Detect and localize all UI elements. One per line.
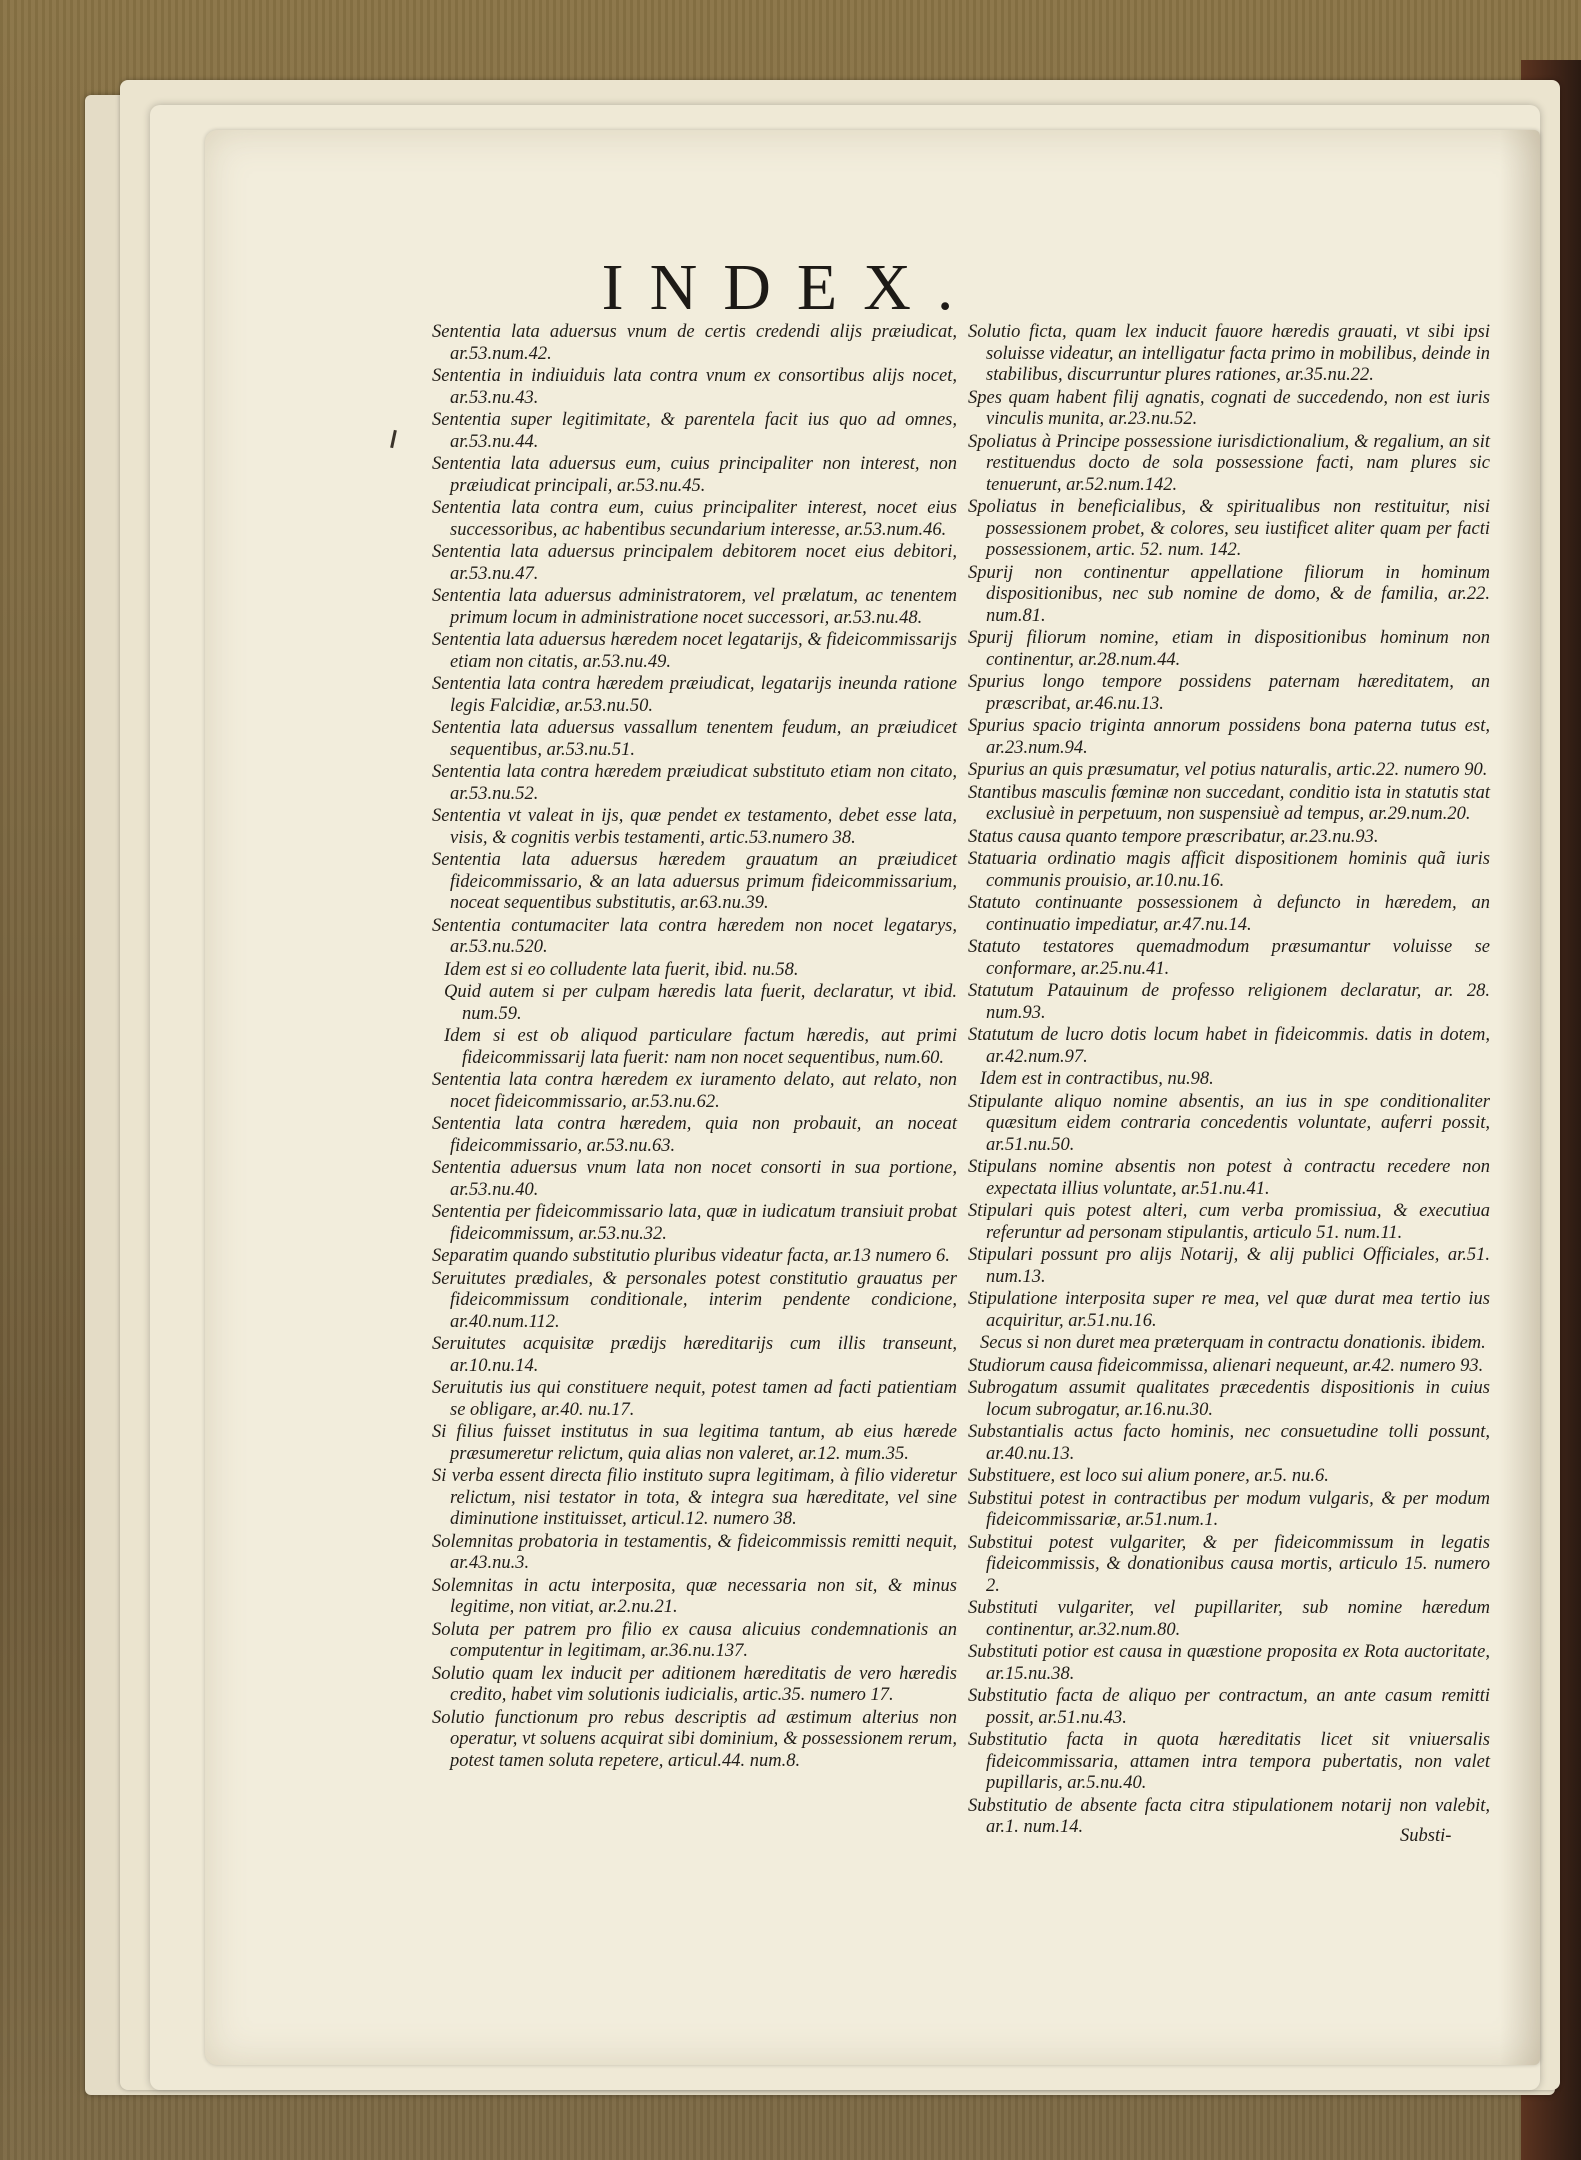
index-entry: Spurius longo tempore possidens paternam hæreditatem, an præscribat, ar.46.nu.13. bbox=[968, 672, 1490, 714]
index-entry: Substantialis actus facto hominis, nec consuetudine tolli possunt, ar.40.nu.13. bbox=[968, 1422, 1490, 1464]
index-entry: Statuaria ordinatio magis afficit dispositionem hominis quã iuris communis prouisio, ar.10.nu.16. bbox=[968, 849, 1490, 891]
index-entry: Secus si non duret mea præterquam in contractu donationis. ibidem. bbox=[980, 1333, 1486, 1353]
index-entry: Spoliatus in beneficialibus, & spiritualibus non restituitur, nisi possessionem probet, & colores, seu iustificet aliter quam per facti possessionem, artic. 52. num. 142. bbox=[968, 497, 1490, 560]
page-edge-shadow bbox=[1500, 130, 1540, 2065]
index-entry: Sententia lata aduersus vassallum tenentem feudum, an præiudicet sequentibus, ar.53.nu.51. bbox=[432, 718, 957, 760]
index-entry: Substituti vulgariter, vel pupillariter, sub nomine hæredum continentur, ar.32.num.80. bbox=[968, 1598, 1490, 1640]
index-column-left bbox=[432, 322, 957, 1773]
index-entry: Quid autem si per culpam hæredis lata fuerit, declaratur, vt ibid. num.59. bbox=[444, 982, 957, 1024]
index-entry: Sententia lata aduersus administratorem, vel prælatum, ac tenentem primum locum in administratione nocet successori, ar.53.nu.48. bbox=[432, 586, 957, 628]
index-entry: Spurij non continentur appellatione filiorum in hominum dispositionibus, nec sub nomine de domo, & de familia, ar.22. num.81. bbox=[968, 562, 1490, 626]
index-entry: Spoliatus à Principe possessione iurisdictionalium, & regalium, an sit restituendus docto de sola possessione facti, nam plures sic tenuerunt, ar.52.num.142. bbox=[968, 431, 1490, 495]
index-entry: Sententia aduersus vnum lata non nocet consorti in sua portione, ar.53.nu.40. bbox=[432, 1158, 957, 1200]
page-title: INDEX. bbox=[601, 251, 980, 324]
index-entry: Statuto testatores quemadmodum præsumantur voluisse se conformare, ar.25.nu.41. bbox=[968, 937, 1490, 979]
index-entry: Statutum Patauinum de professo religionem declaratur, ar. 28. num.93. bbox=[968, 981, 1490, 1023]
index-entry: Solutio quam lex inducit per aditionem hæreditatis de vero hæredis credito, habet vim solutionis iudicialis, artic.35. numero 17. bbox=[432, 1663, 957, 1705]
index-entry: Stipulari quis potest alteri, cum verba promissiua, & executiua referuntur ad personam stipulantis, articulo 51. num.11. bbox=[968, 1201, 1490, 1243]
index-entry: Statutum de lucro dotis locum habet in fideicommis. datis in dotem, ar.42.num.97. bbox=[968, 1025, 1490, 1067]
index-column-right bbox=[968, 322, 1490, 1840]
index-entry: Sententia lata aduersus vnum de certis credendi alijs præiudicat, ar.53.num.42. bbox=[432, 322, 957, 364]
index-entry: Statuto continuante possessionem à defuncto in hæredem, an continuatio impediatur, ar.47.nu.14. bbox=[968, 893, 1490, 935]
index-entry: Solutio ficta, quam lex inducit fauore hæredis grauati, vt sibi ipsi soluisse videatur, an intelligatur facta primo in mobilibus, deinde in stabilibus, discurruntur plures rationes, ar.35.nu.22. bbox=[968, 322, 1490, 385]
index-entry: Stantibus masculis fœminæ non succedant, conditio ista in statutis stat exclusiuè in perpetuum, non suspensiuè ad tempus, ar.29.num.20. bbox=[968, 782, 1490, 824]
index-entry: Status causa quanto tempore præscribatur, ar.23.nu.93. bbox=[968, 826, 1379, 847]
index-entry: Stipulari possunt pro alijs Notarij, & alij publici Officiales, ar.51. num.13. bbox=[968, 1245, 1490, 1287]
index-entry: Sententia in indiuiduis lata contra vnum ex consortibus alijs nocet, ar.53.nu.43. bbox=[432, 366, 957, 408]
index-entry: Substitutio facta in quota hæreditatis licet sit vniuersalis fideicommissaria, attamen intra tempora pubertatis, non valet pupillaris, ar.5.nu.40. bbox=[968, 1730, 1490, 1793]
index-entry: Stipulante aliquo nomine absentis, an ius in spe conditionaliter quæsitum eidem contraria concedentis voluntate, auferri possit, ar.51.nu.50. bbox=[968, 1091, 1490, 1155]
index-entry: Substituti potior est causa in quæstione proposita ex Rota auctoritate, ar.15.nu.38. bbox=[968, 1642, 1490, 1684]
index-entry: Soluta per patrem pro filio ex causa alicuius condemnationis an computentur in legitimam, ar.36.nu.137. bbox=[432, 1619, 957, 1661]
index-entry: Separatim quando substitutio pluribus videatur facta, ar.13 numero 6. bbox=[432, 1246, 950, 1266]
catchword: Substi- bbox=[1400, 1826, 1452, 1846]
index-entry: Substitutio facta de aliquo per contractum, an ante casum remitti possit, ar.51.nu.43. bbox=[968, 1686, 1490, 1728]
index-entry: Stipulatione interposita super re mea, vel quæ durat mea tertio ius acquiritur, ar.51.nu.16. bbox=[968, 1289, 1490, 1331]
index-entry: Sententia per fideicommissario lata, quæ in iudicatum transiuit probat fideicommissum, ar.53.nu.32. bbox=[432, 1202, 957, 1244]
index-entry: Si verba essent directa filio instituto supra legitimam, à filio videretur relictum, nisi testator in tota, & integra sua hæreditate, vel sine diminutione instituisset, articul.12. numero 38. bbox=[432, 1466, 957, 1529]
index-entry: Substitui potest vulgariter, & per fideicommissum in legatis fideicommissis, & donationibus causa mortis, articulo 15. numero 2. bbox=[968, 1532, 1490, 1596]
index-entry: Substituere, est loco sui alium ponere, ar.5. nu.6. bbox=[968, 1466, 1329, 1486]
index-entry: Sententia lata aduersus eum, cuius principaliter non interest, non præiudicat principali, ar.53.nu.45. bbox=[432, 454, 957, 496]
index-entry: Sententia lata contra hæredem ex iuramento delato, aut relato, non nocet fideicommissario, ar.53.nu.62. bbox=[432, 1070, 957, 1112]
index-entry: Spes quam habent filij agnatis, cognati de succedendo, non est iuris vinculis munita, ar.23.nu.52. bbox=[968, 387, 1490, 429]
index-entry: Solemnitas in actu interposita, quæ necessaria non sit, & minus legitime, non vitiat, ar.2.nu.21. bbox=[432, 1575, 957, 1617]
index-entry: Substitui potest in contractibus per modum vulgaris, & per modum fideicommissariæ, ar.51.num.1. bbox=[968, 1488, 1490, 1530]
index-entry: Seruitutes prædiales, & personales potest constitutio grauatus per fideicommissum conditionale, interim pendente condicione, ar.40.num.112. bbox=[432, 1268, 957, 1332]
index-entry: Solemnitas probatoria in testamentis, & fideicommissis remitti nequit, ar.43.nu.3. bbox=[432, 1531, 957, 1573]
index-entry: Spurius an quis præsumatur, vel potius naturalis, artic.22. numero 90. bbox=[968, 760, 1488, 780]
index-entry: Sententia lata aduersus hæredem nocet legatarijs, & fideicommissarijs etiam non citatis, ar.53.nu.49. bbox=[432, 630, 957, 672]
index-entry: Sententia lata contra hæredem præiudicat substituto etiam non citato, ar.53.nu.52. bbox=[432, 762, 957, 804]
index-entry: Si filius fuisset institutus in sua legitima tantum, ab eius hærede præsumeretur relictum, quia alias non valeret, ar.12. mum.35. bbox=[432, 1422, 957, 1464]
index-entry: Sententia contumaciter lata contra hæredem non nocet legatarys, ar.53.nu.520. bbox=[432, 915, 957, 957]
index-entry: Idem si est ob aliquod particulare factum hæredis, aut primi fideicommissarij lata fuerit: nam non nocet sequentibus, num.60. bbox=[444, 1026, 957, 1068]
index-entry: Seruitutes acquisitæ prædijs hæreditarijs cum illis transeunt, ar.10.nu.14. bbox=[432, 1334, 957, 1376]
index-entry: Spurij filiorum nomine, etiam in dispositionibus hominum non continentur, ar.28.num.44. bbox=[968, 628, 1490, 670]
index-entry: Sententia vt valeat in ijs, quæ pendet ex testamento, debet esse lata, visis, & cognitis verbis testamenti, artic.53.numero 38. bbox=[432, 806, 957, 848]
index-entry: Idem est si eo colludente lata fuerit, ibid. nu.58. bbox=[444, 959, 799, 980]
index-entry: Sententia lata contra hæredem, quia non probauit, an noceat fideicommissario, ar.53.nu.63. bbox=[432, 1114, 957, 1156]
index-entry: Solutio functionum pro rebus descriptis ad æstimum alterius non operatur, vt soluens acquirat sibi dominium, & possessionem rerum, potest tamen soluta repetere, articul.44. num.8. bbox=[432, 1707, 957, 1771]
index-entry: Substitutio de absente facta citra stipulationem notarij non valebit, ar.1. num.14. bbox=[968, 1795, 1490, 1837]
index-entry: Sententia lata contra hæredem præiudicat, legatarijs ineunda ratione legis Falcidiæ, ar.53.nu.50. bbox=[432, 674, 957, 716]
index-entry: Spurius spacio triginta annorum possidens bona paterna tutus est, ar.23.num.94. bbox=[968, 716, 1490, 758]
index-entry: Subrogatum assumit qualitates præcedentis dispositionis in cuius locum subrogatur, ar.16.nu.30. bbox=[968, 1378, 1490, 1420]
index-entry: Seruitutis ius qui constituere nequit, potest tamen ad facti patientiam se obligare, ar.40. nu.17. bbox=[432, 1378, 957, 1420]
index-entry: Sententia super legitimitate, & parentela facit ius quo ad omnes, ar.53.nu.44. bbox=[432, 410, 957, 452]
index-entry: Idem est in contractibus, nu.98. bbox=[980, 1069, 1214, 1089]
index-entry: Sententia lata aduersus hæredem grauatum an præiudicet fideicommissario, & an lata aduersus primum fideicommissarium, noceat sequentibus substitutis, ar.63.nu.39. bbox=[432, 850, 957, 913]
index-entry: Sententia lata contra eum, cuius principaliter interest, nocet eius successoribus, ac habentibus secundarium interesse, ar.53.num.46. bbox=[432, 498, 957, 540]
index-entry: Studiorum causa fideicommissa, alienari nequeunt, ar.42. numero 93. bbox=[968, 1355, 1484, 1376]
index-entry: Stipulans nomine absentis non potest à contractu recedere non expectata illius voluntate, ar.51.nu.41. bbox=[968, 1157, 1490, 1199]
index-entry: Sententia lata aduersus principalem debitorem nocet eius debitori, ar.53.nu.47. bbox=[432, 542, 957, 584]
